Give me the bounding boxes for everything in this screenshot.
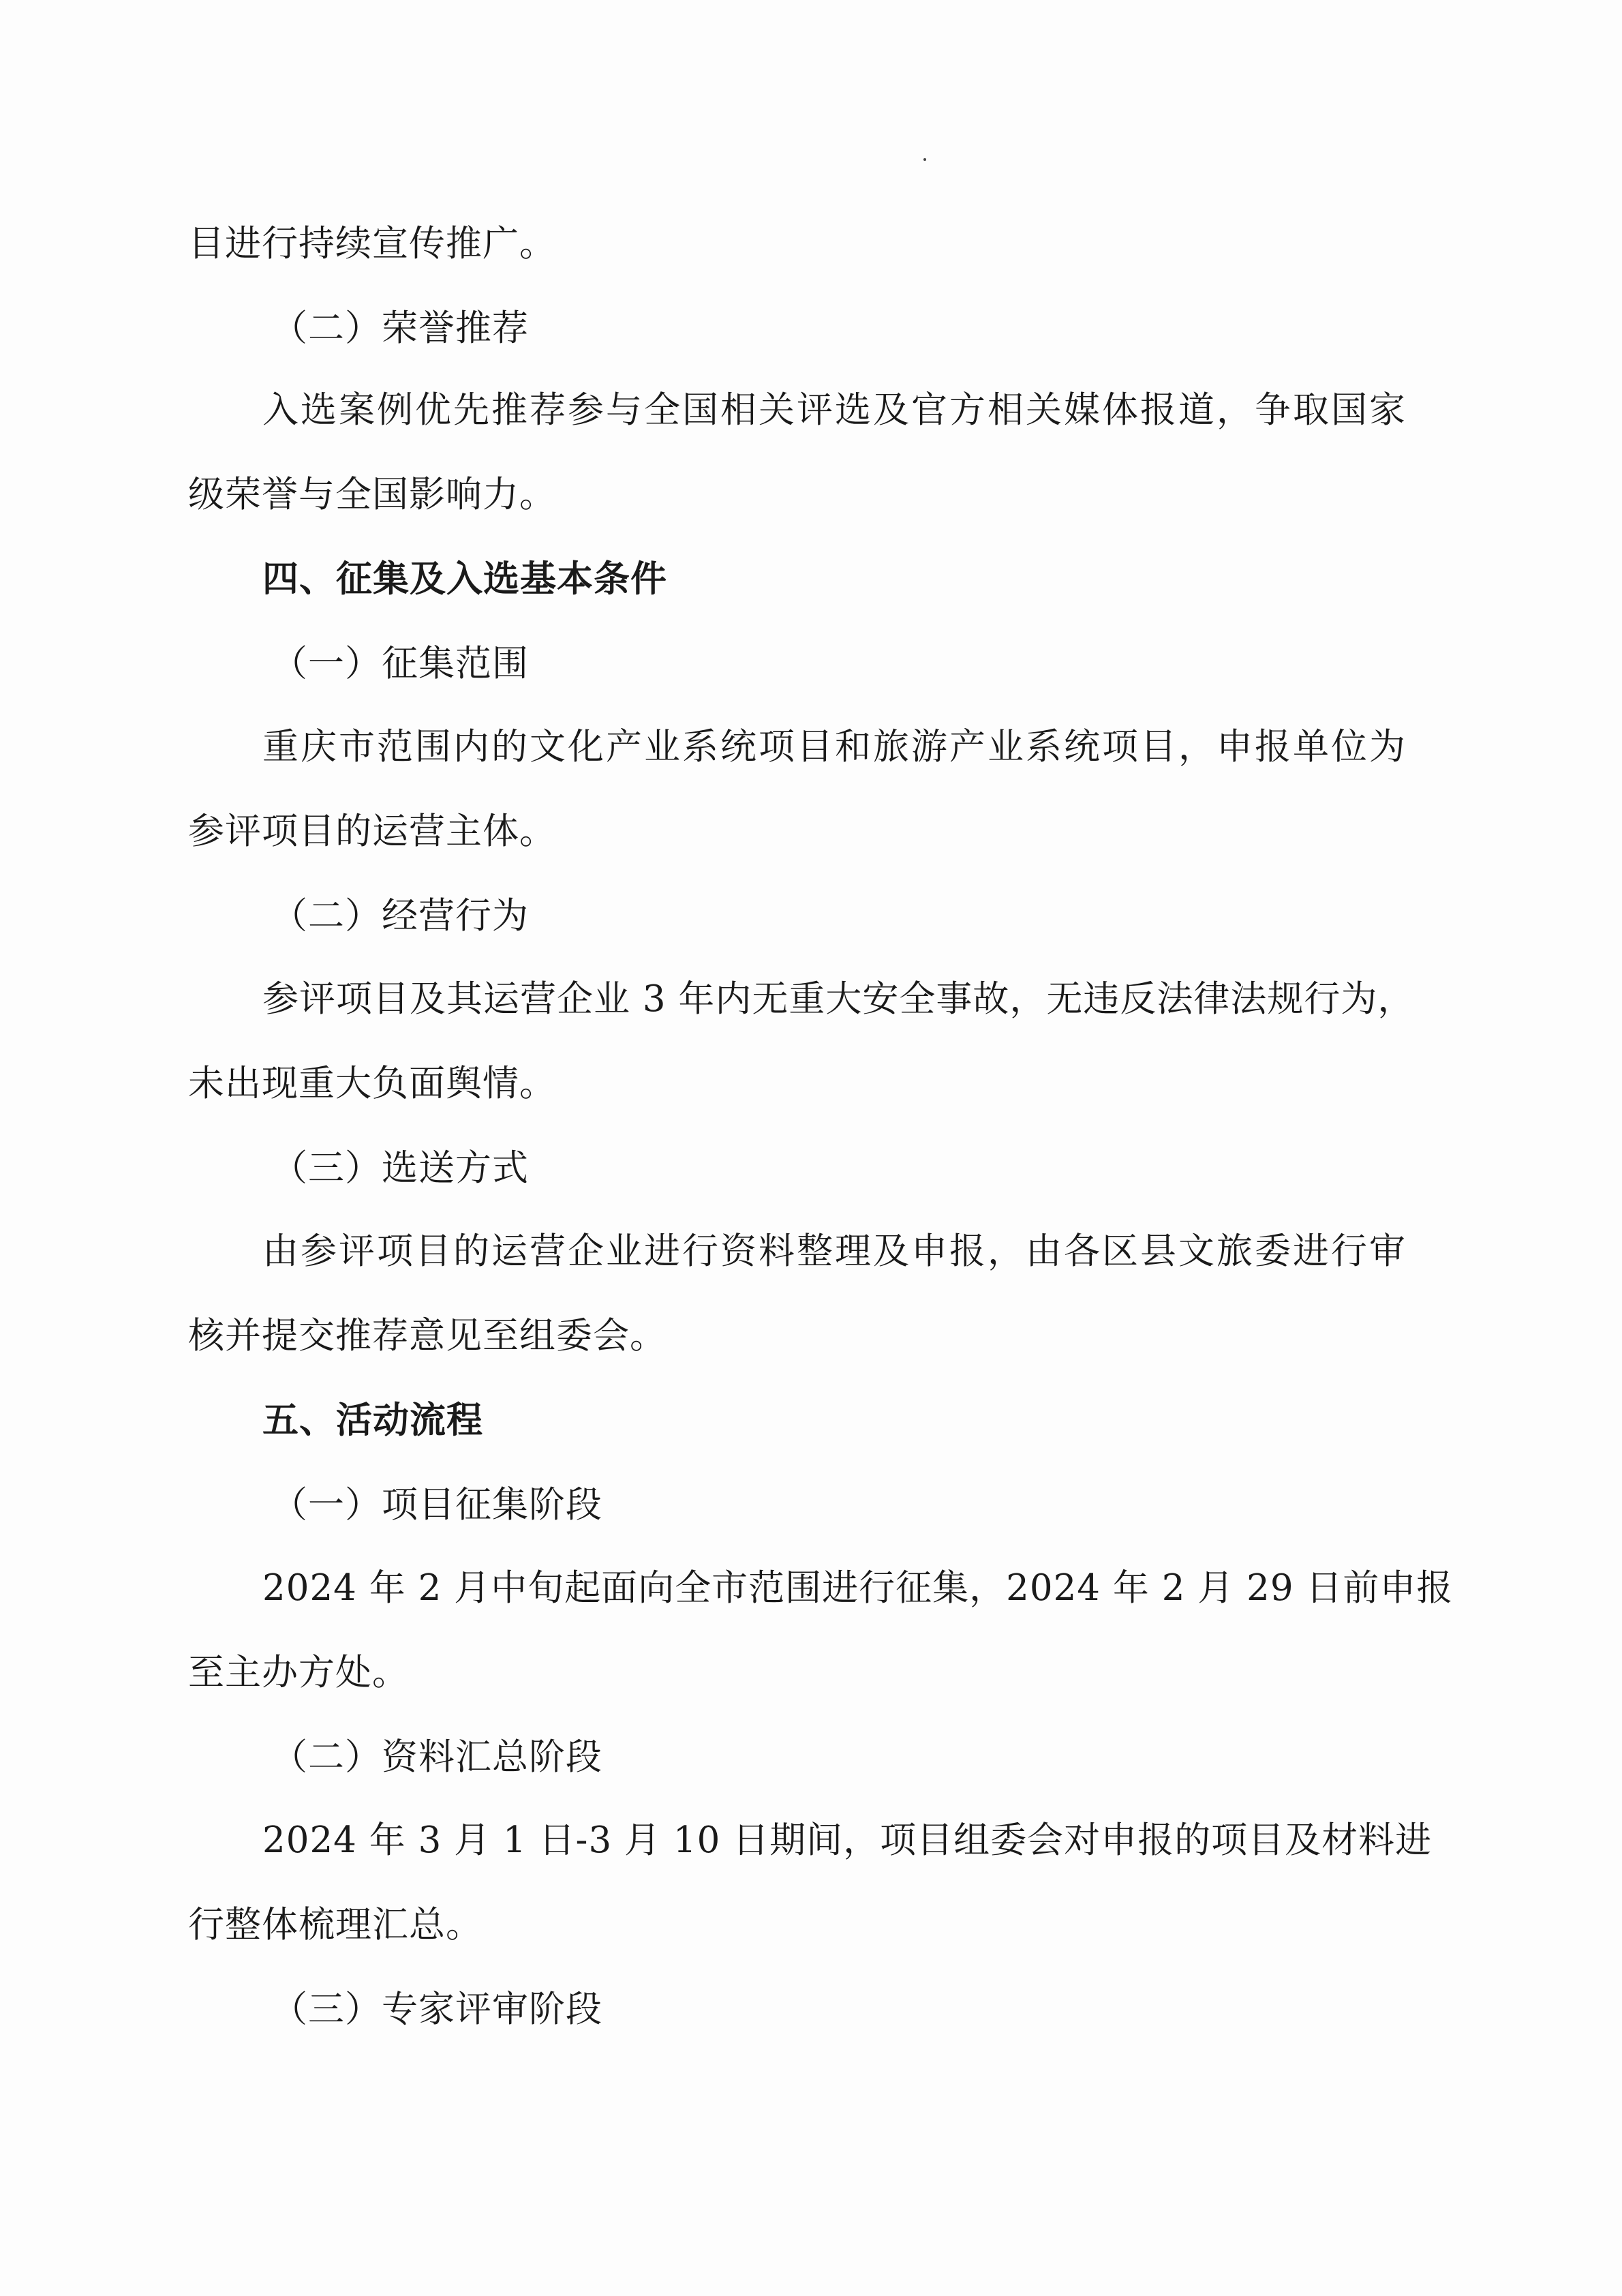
subheading-collection-stage: （一）项目征集阶段 — [271, 1484, 602, 1526]
paragraph-collection-line-1: 2024 年 2 月中旬起面向全市范围进行征集，2024 年 2 月 29 日前申报 — [262, 1567, 1454, 1609]
subheading-honor-recommendation: （二）荣誉推荐 — [271, 307, 529, 349]
section-heading-4: 四、征集及入选基本条件 — [262, 558, 667, 600]
paragraph-scope-line-2: 参评项目的运营主体。 — [188, 811, 556, 852]
paragraph-scope-line-1: 重庆市范围内的文化产业系统项目和旅游产业系统项目，申报单位为 — [262, 726, 1407, 768]
paragraph-submission-line-1: 由参评项目的运营企业进行资料整理及申报，由各区县文旅委进行审 — [262, 1230, 1407, 1272]
subheading-summary-stage: （二）资料汇总阶段 — [271, 1736, 602, 1778]
subheading-expert-review-stage: （三）专家评审阶段 — [271, 1989, 602, 2030]
paragraph-collection-line-2: 至主办方处。 — [188, 1652, 409, 1693]
subheading-collection-scope: （一）征集范围 — [271, 643, 529, 684]
paragraph-conduct-line-1: 参评项目及其运营企业 3 年内无重大安全事故，无违反法律法规行为， — [262, 978, 1415, 1020]
subheading-business-conduct: （二）经营行为 — [271, 895, 529, 937]
paragraph-summary-line-1: 2024 年 3 月 1 日-3 月 10 日期间，项目组委会对申报的项目及材料进 — [262, 1819, 1433, 1861]
paragraph-summary-line-2: 行整体梳理汇总。 — [188, 1904, 483, 1946]
paragraph-continuation: 目进行持续宣传推广。 — [188, 223, 556, 265]
paragraph-honor-line-1: 入选案例优先推荐参与全国相关评选及官方相关媒体报道，争取国家 — [262, 389, 1407, 431]
subheading-submission-method: （三）选送方式 — [271, 1147, 529, 1189]
paragraph-submission-line-2: 核并提交推荐意见至组委会。 — [188, 1315, 667, 1357]
scan-artifact-dot — [923, 158, 926, 161]
paragraph-conduct-line-2: 未出现重大负面舆情。 — [188, 1063, 556, 1104]
paragraph-honor-line-2: 级荣誉与全国影响力。 — [188, 474, 556, 515]
section-heading-5: 五、活动流程 — [262, 1400, 483, 1441]
